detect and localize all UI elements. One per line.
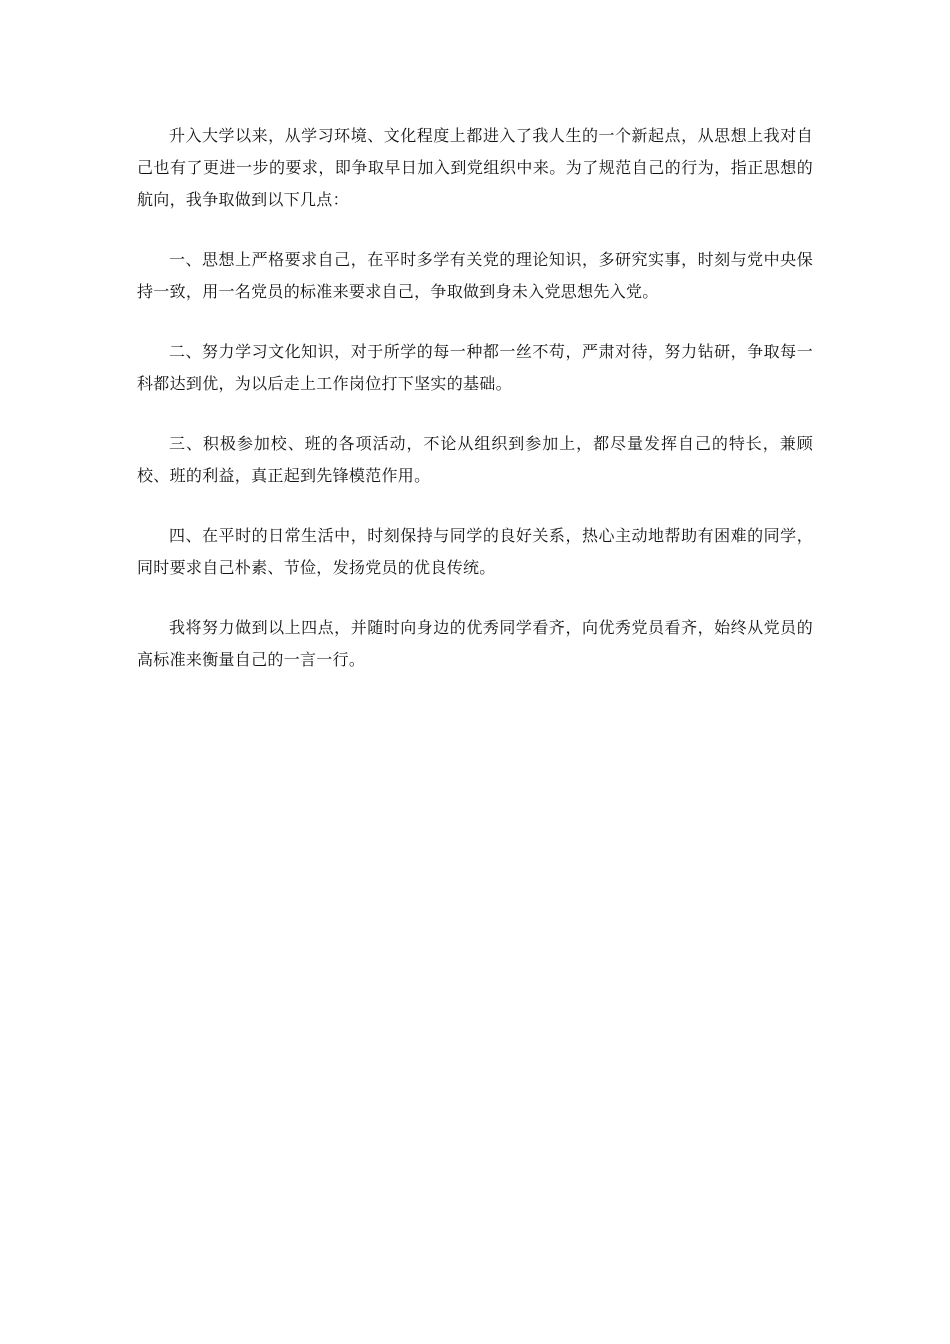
intro-paragraph: 升入大学以来，从学习环境、文化程度上都进入了我人生的一个新起点，从思想上我对自己也有了更进一步的要求，即争取早日加入到党组织中来。为了规范自己的行为，指正思想的航向，我争取做到以下几点： [137,126,813,209]
point-three-paragraph: 三、积极参加校、班的各项活动，不论从组织到参加上，都尽量发挥自己的特长，兼顾校、班的利益，真正起到先锋模范作用。 [137,434,813,485]
closing-paragraph: 我将努力做到以上四点，并随时向身边的优秀同学看齐，向优秀党员看齐，始终从党员的高标准来衡量自己的一言一行。 [137,618,813,669]
document-body [137,120,813,704]
point-four-paragraph: 四、在平时的日常生活中，时刻保持与同学的良好关系，热心主动地帮助有困难的同学，同时要求自己朴素、节俭，发扬党员的优良传统。 [137,526,813,577]
point-two-paragraph: 二、努力学习文化知识，对于所学的每一种都一丝不苟，严肃对待，努力钻研，争取每一科都达到优，为以后走上工作岗位打下坚实的基础。 [137,342,813,393]
point-one-paragraph: 一、思想上严格要求自己，在平时多学有关党的理论知识，多研究实事，时刻与党中央保持一致，用一名党员的标准来要求自己，争取做到身未入党思想先入党。 [137,250,813,301]
